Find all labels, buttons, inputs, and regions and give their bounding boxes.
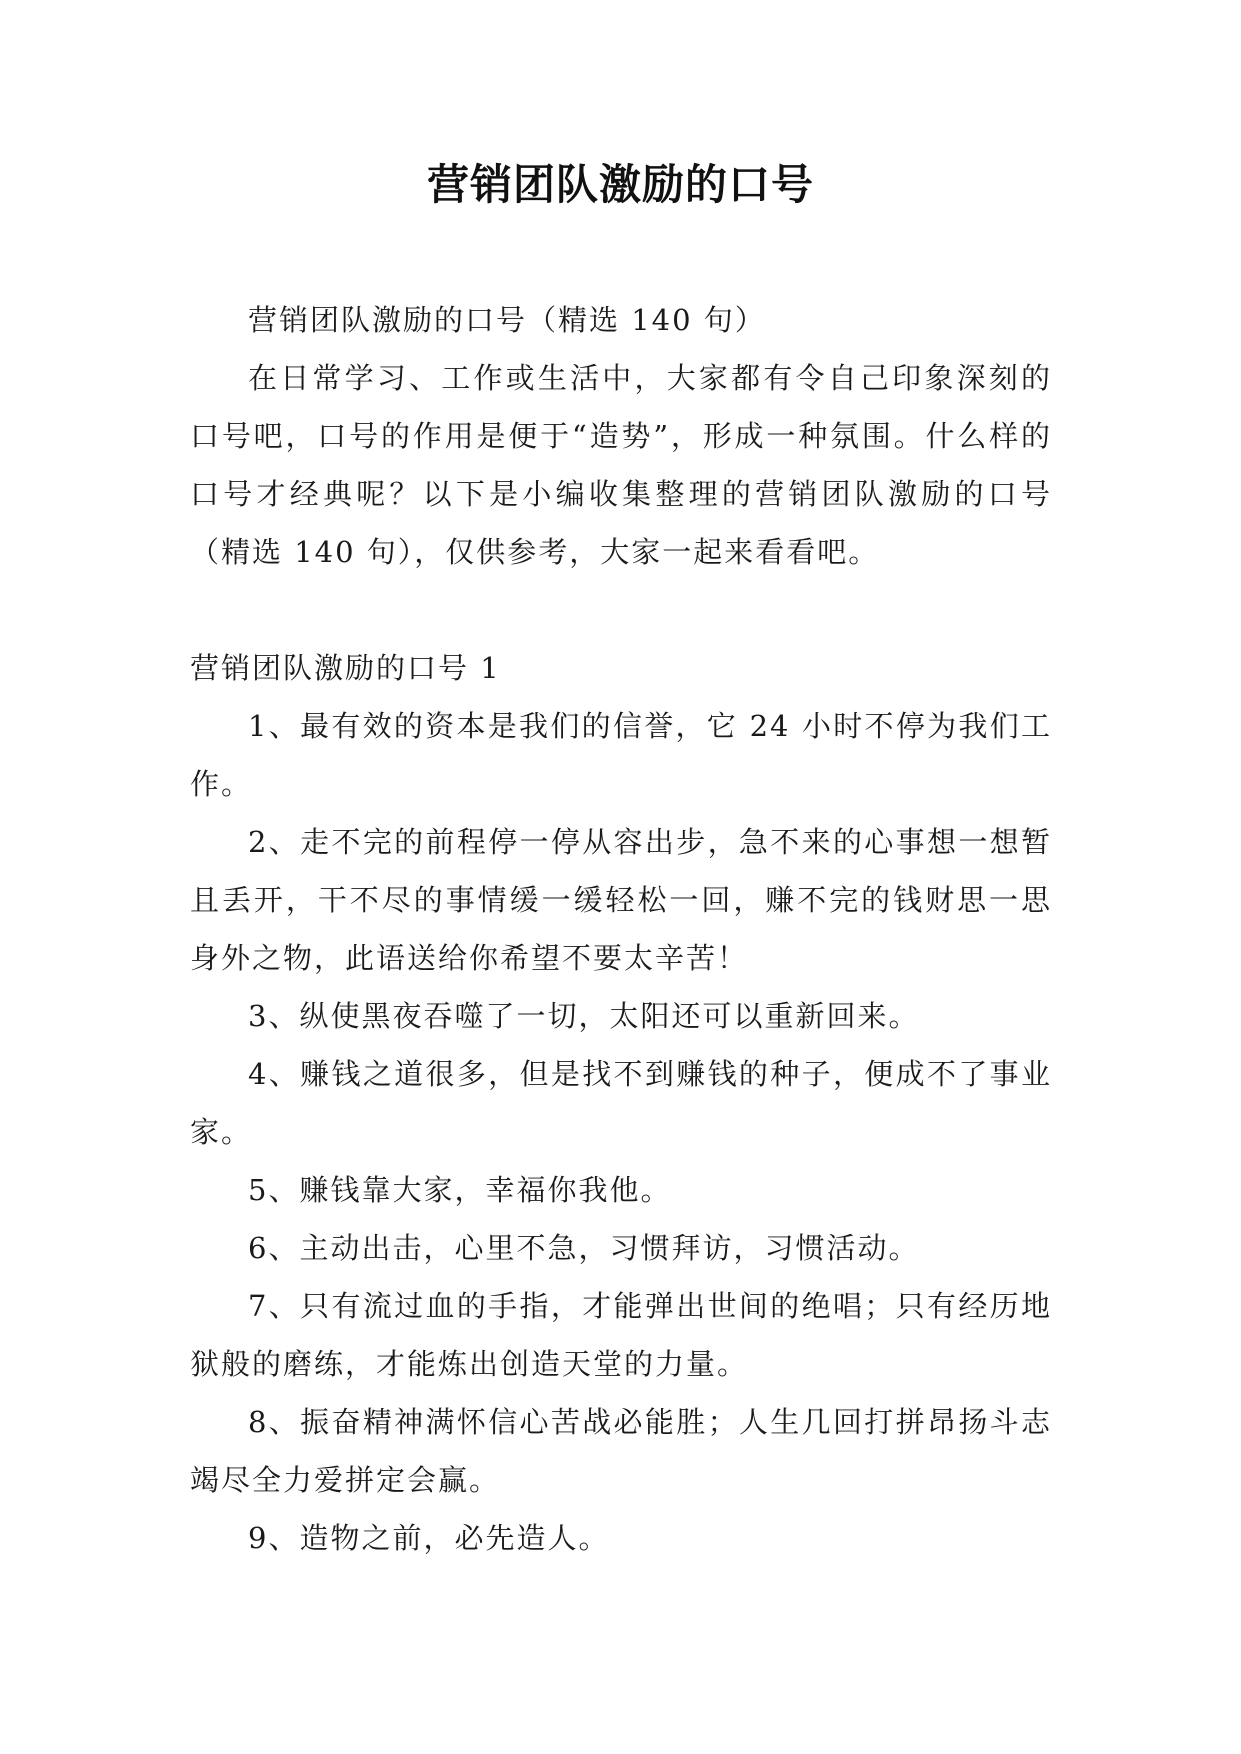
list-item: 9、造物之前，必先造人。 — [248, 1521, 610, 1555]
list-item: 7、只有流过血的手指，才能弹出世间的绝唱；只有经历地狱般的磨练，才能炼出创造天堂的力量。 — [190, 1289, 1052, 1381]
list-item: 1、最有效的资本是我们的信誉，它 24 小时不停为我们工作。 — [190, 709, 1052, 801]
document-body — [190, 291, 1052, 1567]
subtitle: 营销团队激励的口号（精选 140 句） — [248, 303, 766, 337]
page-title: 营销团队激励的口号 — [426, 160, 814, 209]
section-heading: 营销团队激励的口号 1 — [190, 651, 501, 685]
list-item: 3、纵使黑夜吞噬了一切，太阳还可以重新回来。 — [248, 999, 920, 1033]
intro-paragraph: 在日常学习、工作或生活中，大家都有令自己印象深刻的口号吧，口号的作用是便于“造势”，形成一种氛围。什么样的口号才经典呢？以下是小编收集整理的营销团队激励的口号（精选 140 句），仅供参考，大家一起来看看吧。 — [190, 361, 1052, 569]
list-item: 8、振奋精神满怀信心苦战必能胜；人生几回打拼昂扬斗志竭尽全力爱拼定会赢。 — [190, 1405, 1052, 1497]
list-item: 4、赚钱之道很多，但是找不到赚钱的种子，便成不了事业家。 — [190, 1057, 1052, 1149]
section-spacer — [190, 581, 1052, 639]
list-item: 6、主动出击，心里不急，习惯拜访，习惯活动。 — [248, 1231, 920, 1265]
list-item: 5、赚钱靠大家，幸福你我他。 — [248, 1173, 672, 1207]
list-item: 2、走不完的前程停一停从容出步，急不来的心事想一想暂且丢开，干不尽的事情缓一缓轻松一回，赚不完的钱财思一思身外之物，此语送给你希望不要太辛苦！ — [190, 825, 1052, 975]
